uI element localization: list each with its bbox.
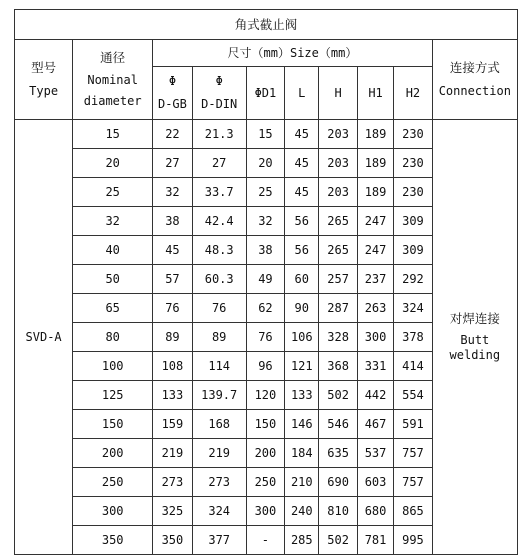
table-body <box>15 10 518 555</box>
h-cell: 502 <box>319 526 357 555</box>
header-row-1 <box>15 40 518 67</box>
nominal-diameter-cell: 65 <box>73 294 153 323</box>
nominal-diameter-cell: 250 <box>73 468 153 497</box>
phi-d-gb-cell: 89 <box>153 323 192 352</box>
type-header-en: Type <box>29 83 59 98</box>
phi-d-din-cell: 76 <box>192 294 246 323</box>
phi-d-gb-cell: 273 <box>153 468 192 497</box>
phi-d1-cell: 62 <box>246 294 284 323</box>
phi-d-gb-cell: 325 <box>153 497 192 526</box>
h-cell: 690 <box>319 468 357 497</box>
phi-d-din-cell: 324 <box>192 497 246 526</box>
h1-cell: 442 <box>357 381 393 410</box>
l-cell: 60 <box>285 265 319 294</box>
phi-d-gb-cell: 45 <box>153 236 192 265</box>
phi-d-din-header <box>192 67 246 120</box>
phi-d-din-cell: 60.3 <box>192 265 246 294</box>
l-cell: 90 <box>285 294 319 323</box>
h-cell: 502 <box>319 381 357 410</box>
h2-cell: 414 <box>394 352 432 381</box>
h1-cell: 680 <box>357 497 393 526</box>
phi-d-din-cell: 114 <box>192 352 246 381</box>
nominal-diameter-cell: 350 <box>73 526 153 555</box>
phi-d-gb-cell: 108 <box>153 352 192 381</box>
h2-cell: 309 <box>394 236 432 265</box>
h1-cell: 247 <box>357 207 393 236</box>
phi-d1-cell: 200 <box>246 439 284 468</box>
phi-d-gb-cell: 159 <box>153 410 192 439</box>
h2-cell: 591 <box>394 410 432 439</box>
l-cell: 285 <box>285 526 319 555</box>
l-cell: 121 <box>285 352 319 381</box>
h1-cell: 781 <box>357 526 393 555</box>
h-cell: 546 <box>319 410 357 439</box>
h2-cell: 757 <box>394 468 432 497</box>
phi-d-din-cell: 48.3 <box>192 236 246 265</box>
phi-d-din-cell: 219 <box>192 439 246 468</box>
phi-d-din-cell: 27 <box>192 149 246 178</box>
phi-d-gb-cell: 22 <box>153 120 192 149</box>
nominal-header-cn: 通径 <box>100 49 126 65</box>
type-header-cn: 型号 <box>31 60 57 76</box>
phi-d-din-cell: 377 <box>192 526 246 555</box>
table-title: 角式截止阀 <box>15 10 518 40</box>
l-cell: 45 <box>285 120 319 149</box>
nominal-diameter-cell: 40 <box>73 236 153 265</box>
nominal-diameter-cell: 50 <box>73 265 153 294</box>
phi-d1-cell: 38 <box>246 236 284 265</box>
phi-d-gb-cell: 38 <box>153 207 192 236</box>
l-cell: 45 <box>285 178 319 207</box>
phi-d1-cell: - <box>246 526 284 555</box>
h-cell: 203 <box>319 120 357 149</box>
h-cell: 265 <box>319 207 357 236</box>
h1-header: H1 <box>357 67 393 120</box>
connection-value-cn: 对焊连接 <box>449 311 500 327</box>
type-value-cell: SVD-A <box>15 120 73 555</box>
phi-d-din-label: D-DIN <box>201 97 238 111</box>
phi-d-gb-cell: 133 <box>153 381 192 410</box>
h-cell: 257 <box>319 265 357 294</box>
h-cell: 265 <box>319 236 357 265</box>
h1-cell: 189 <box>357 178 393 207</box>
phi-d1-cell: 150 <box>246 410 284 439</box>
h2-cell: 324 <box>394 294 432 323</box>
h-cell: 203 <box>319 149 357 178</box>
phi-d-gb-header <box>153 67 192 120</box>
h1-cell: 467 <box>357 410 393 439</box>
h2-cell: 995 <box>394 526 432 555</box>
h1-cell: 603 <box>357 468 393 497</box>
h1-cell: 237 <box>357 265 393 294</box>
h2-header: H2 <box>394 67 432 120</box>
h-cell: 368 <box>319 352 357 381</box>
h1-cell: 247 <box>357 236 393 265</box>
connection-header-en: Connection <box>438 83 511 98</box>
h2-cell: 865 <box>394 497 432 526</box>
phi-d-gb-cell: 350 <box>153 526 192 555</box>
h-cell: 810 <box>319 497 357 526</box>
phi-d1-cell: 25 <box>246 178 284 207</box>
phi-d-din-cell: 42.4 <box>192 207 246 236</box>
h2-cell: 230 <box>394 120 432 149</box>
l-cell: 240 <box>285 497 319 526</box>
h-cell: 203 <box>319 178 357 207</box>
phi-d1-cell: 20 <box>246 149 284 178</box>
nominal-header-en-2: diameter <box>83 94 142 109</box>
h2-cell: 309 <box>394 207 432 236</box>
phi-d-din-cell: 168 <box>192 410 246 439</box>
l-cell: 45 <box>285 149 319 178</box>
l-cell: 56 <box>285 207 319 236</box>
phi-d-gb-label: D-GB <box>157 97 187 111</box>
phi-d-din-symbol: Φ <box>215 74 223 88</box>
h-cell: 287 <box>319 294 357 323</box>
phi-d1-cell: 32 <box>246 207 284 236</box>
phi-d1-cell: 49 <box>246 265 284 294</box>
phi-d-din-cell: 273 <box>192 468 246 497</box>
nominal-header <box>73 40 153 120</box>
h-cell: 635 <box>319 439 357 468</box>
phi-d-gb-cell: 27 <box>153 149 192 178</box>
nominal-header-en-1: Nominal <box>87 73 138 88</box>
title-row <box>15 10 518 40</box>
h-cell: 328 <box>319 323 357 352</box>
h1-cell: 300 <box>357 323 393 352</box>
connection-header-cn: 连接方式 <box>449 60 500 76</box>
l-cell: 210 <box>285 468 319 497</box>
h1-cell: 189 <box>357 149 393 178</box>
l-cell: 133 <box>285 381 319 410</box>
nominal-diameter-cell: 25 <box>73 178 153 207</box>
h1-cell: 189 <box>357 120 393 149</box>
phi-d1-cell: 120 <box>246 381 284 410</box>
h2-cell: 378 <box>394 323 432 352</box>
table-row <box>15 120 518 149</box>
phi-d1-cell: 250 <box>246 468 284 497</box>
phi-d-din-cell: 89 <box>192 323 246 352</box>
h-header: H <box>319 67 357 120</box>
h2-cell: 230 <box>394 178 432 207</box>
phi-d1-cell: 76 <box>246 323 284 352</box>
phi-d-gb-symbol: Φ <box>168 74 177 88</box>
nominal-diameter-cell: 300 <box>73 497 153 526</box>
phi-d1-header: ΦD1 <box>246 67 284 120</box>
l-header: L <box>285 67 319 120</box>
phi-d1-cell: 96 <box>246 352 284 381</box>
l-cell: 184 <box>285 439 319 468</box>
l-cell: 146 <box>285 410 319 439</box>
l-cell: 56 <box>285 236 319 265</box>
phi-d-gb-cell: 76 <box>153 294 192 323</box>
nominal-diameter-cell: 80 <box>73 323 153 352</box>
phi-d-gb-cell: 32 <box>153 178 192 207</box>
phi-d1-cell: 15 <box>246 120 284 149</box>
nominal-diameter-cell: 150 <box>73 410 153 439</box>
l-cell: 106 <box>285 323 319 352</box>
connection-value-en: Butt welding <box>449 332 501 362</box>
phi-d-din-cell: 21.3 <box>192 120 246 149</box>
phi-d-gb-cell: 57 <box>153 265 192 294</box>
phi-d-din-cell: 139.7 <box>192 381 246 410</box>
nominal-diameter-cell: 100 <box>73 352 153 381</box>
nominal-diameter-cell: 32 <box>73 207 153 236</box>
connection-header <box>432 40 517 120</box>
nominal-diameter-cell: 15 <box>73 120 153 149</box>
phi-d1-cell: 300 <box>246 497 284 526</box>
nominal-diameter-cell: 125 <box>73 381 153 410</box>
h2-cell: 757 <box>394 439 432 468</box>
nominal-diameter-cell: 20 <box>73 149 153 178</box>
h1-cell: 331 <box>357 352 393 381</box>
size-group-header: 尺寸（mm）Size（mm） <box>153 40 432 67</box>
h1-cell: 537 <box>357 439 393 468</box>
h2-cell: 554 <box>394 381 432 410</box>
h1-cell: 263 <box>357 294 393 323</box>
type-header <box>15 40 73 120</box>
nominal-diameter-cell: 200 <box>73 439 153 468</box>
connection-value-cell <box>432 120 517 555</box>
h2-cell: 292 <box>394 265 432 294</box>
phi-d-gb-cell: 219 <box>153 439 192 468</box>
valve-spec-table <box>14 9 518 555</box>
phi-d-din-cell: 33.7 <box>192 178 246 207</box>
h2-cell: 230 <box>394 149 432 178</box>
